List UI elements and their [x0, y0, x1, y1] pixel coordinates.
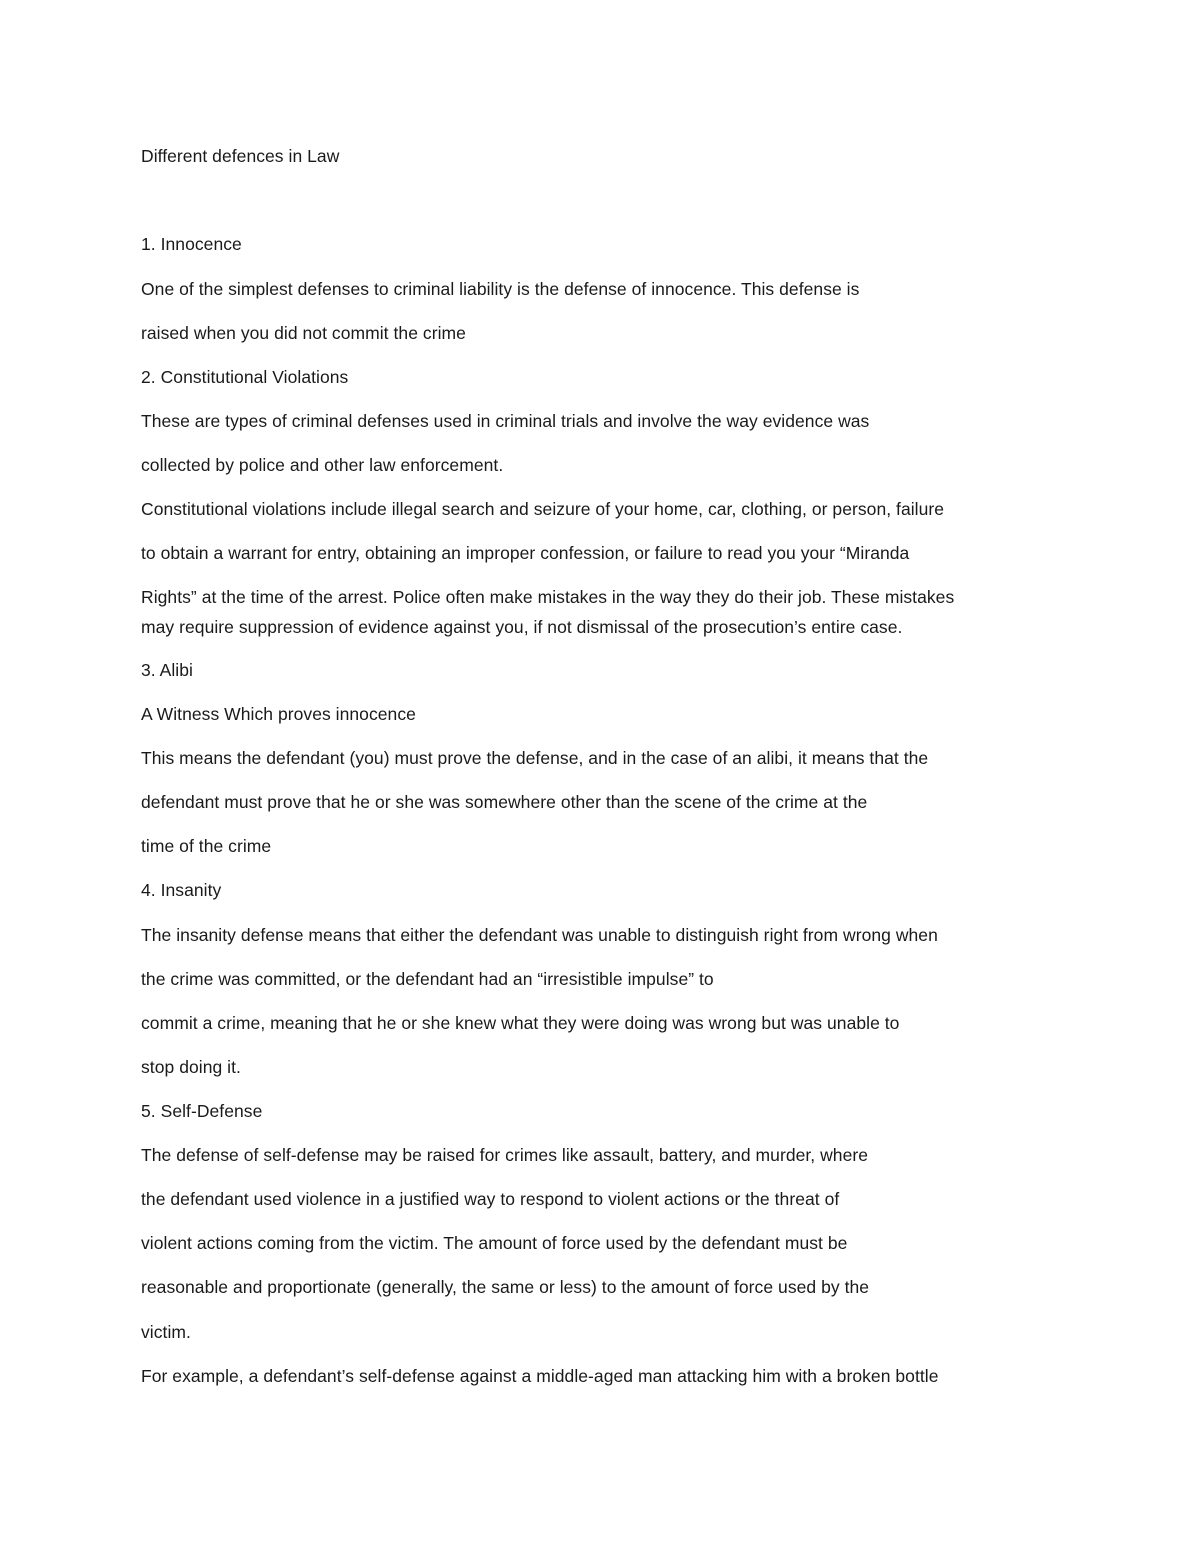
paragraph-line: may require suppression of evidence against you, if not dismissal of the prosecution’s entire case. — [141, 617, 903, 637]
paragraph-line: Constitutional violations include illegal search and seizure of your home, car, clothing, or person, failure — [141, 499, 945, 519]
paragraph-line: victim. — [141, 1322, 191, 1342]
paragraph-line: The insanity defense means that either the defendant was unable to distinguish right from wrong when — [141, 925, 938, 945]
section-heading-alibi: 3. Alibi — [141, 660, 193, 680]
paragraph-line: These are types of criminal defenses used in criminal trials and involve the way evidence was — [141, 411, 870, 431]
paragraph-line: the crime was committed, or the defendant had an “irresistible impulse” to — [141, 969, 714, 989]
paragraph-line: A Witness Which proves innocence — [141, 704, 416, 724]
paragraph-line: Rights” at the time of the arrest. Police often make mistakes in the way they do their job. These mistakes — [141, 587, 955, 607]
section-heading-innocence: 1. Innocence — [141, 234, 242, 254]
paragraph-line: time of the crime — [141, 836, 272, 856]
paragraph-line: reasonable and proportionate (generally, the same or less) to the amount of force used by the — [141, 1277, 870, 1297]
paragraph-line: stop doing it. — [141, 1057, 241, 1077]
paragraph-line: the defendant used violence in a justified way to respond to violent actions or the threat of — [141, 1189, 840, 1209]
paragraph-line: collected by police and other law enforcement. — [141, 455, 504, 475]
section-heading-insanity: 4. Insanity — [141, 880, 222, 900]
paragraph-line: One of the simplest defenses to criminal liability is the defense of innocence. This defense is — [141, 279, 860, 299]
paragraph-line: commit a crime, meaning that he or she knew what they were doing was wrong but was unable to — [141, 1013, 900, 1033]
document-title: Different defences in Law — [141, 146, 340, 166]
paragraph-line: to obtain a warrant for entry, obtaining an improper confession, or failure to read you your “Miranda — [141, 543, 910, 563]
paragraph-line: violent actions coming from the victim. The amount of force used by the defendant must be — [141, 1233, 848, 1253]
paragraph-line: The defense of self-defense may be raised for crimes like assault, battery, and murder, where — [141, 1145, 869, 1165]
section-heading-self-defense: 5. Self-Defense — [141, 1101, 263, 1121]
section-heading-constitutional-violations: 2. Constitutional Violations — [141, 367, 349, 387]
paragraph-line: This means the defendant (you) must prove the defense, and in the case of an alibi, it means that the — [141, 748, 929, 768]
paragraph-line: For example, a defendant’s self-defense against a middle-aged man attacking him with a broken bottle — [141, 1366, 939, 1386]
paragraph-line: defendant must prove that he or she was somewhere other than the scene of the crime at the — [141, 792, 868, 812]
paragraph-line: raised when you did not commit the crime — [141, 323, 466, 343]
